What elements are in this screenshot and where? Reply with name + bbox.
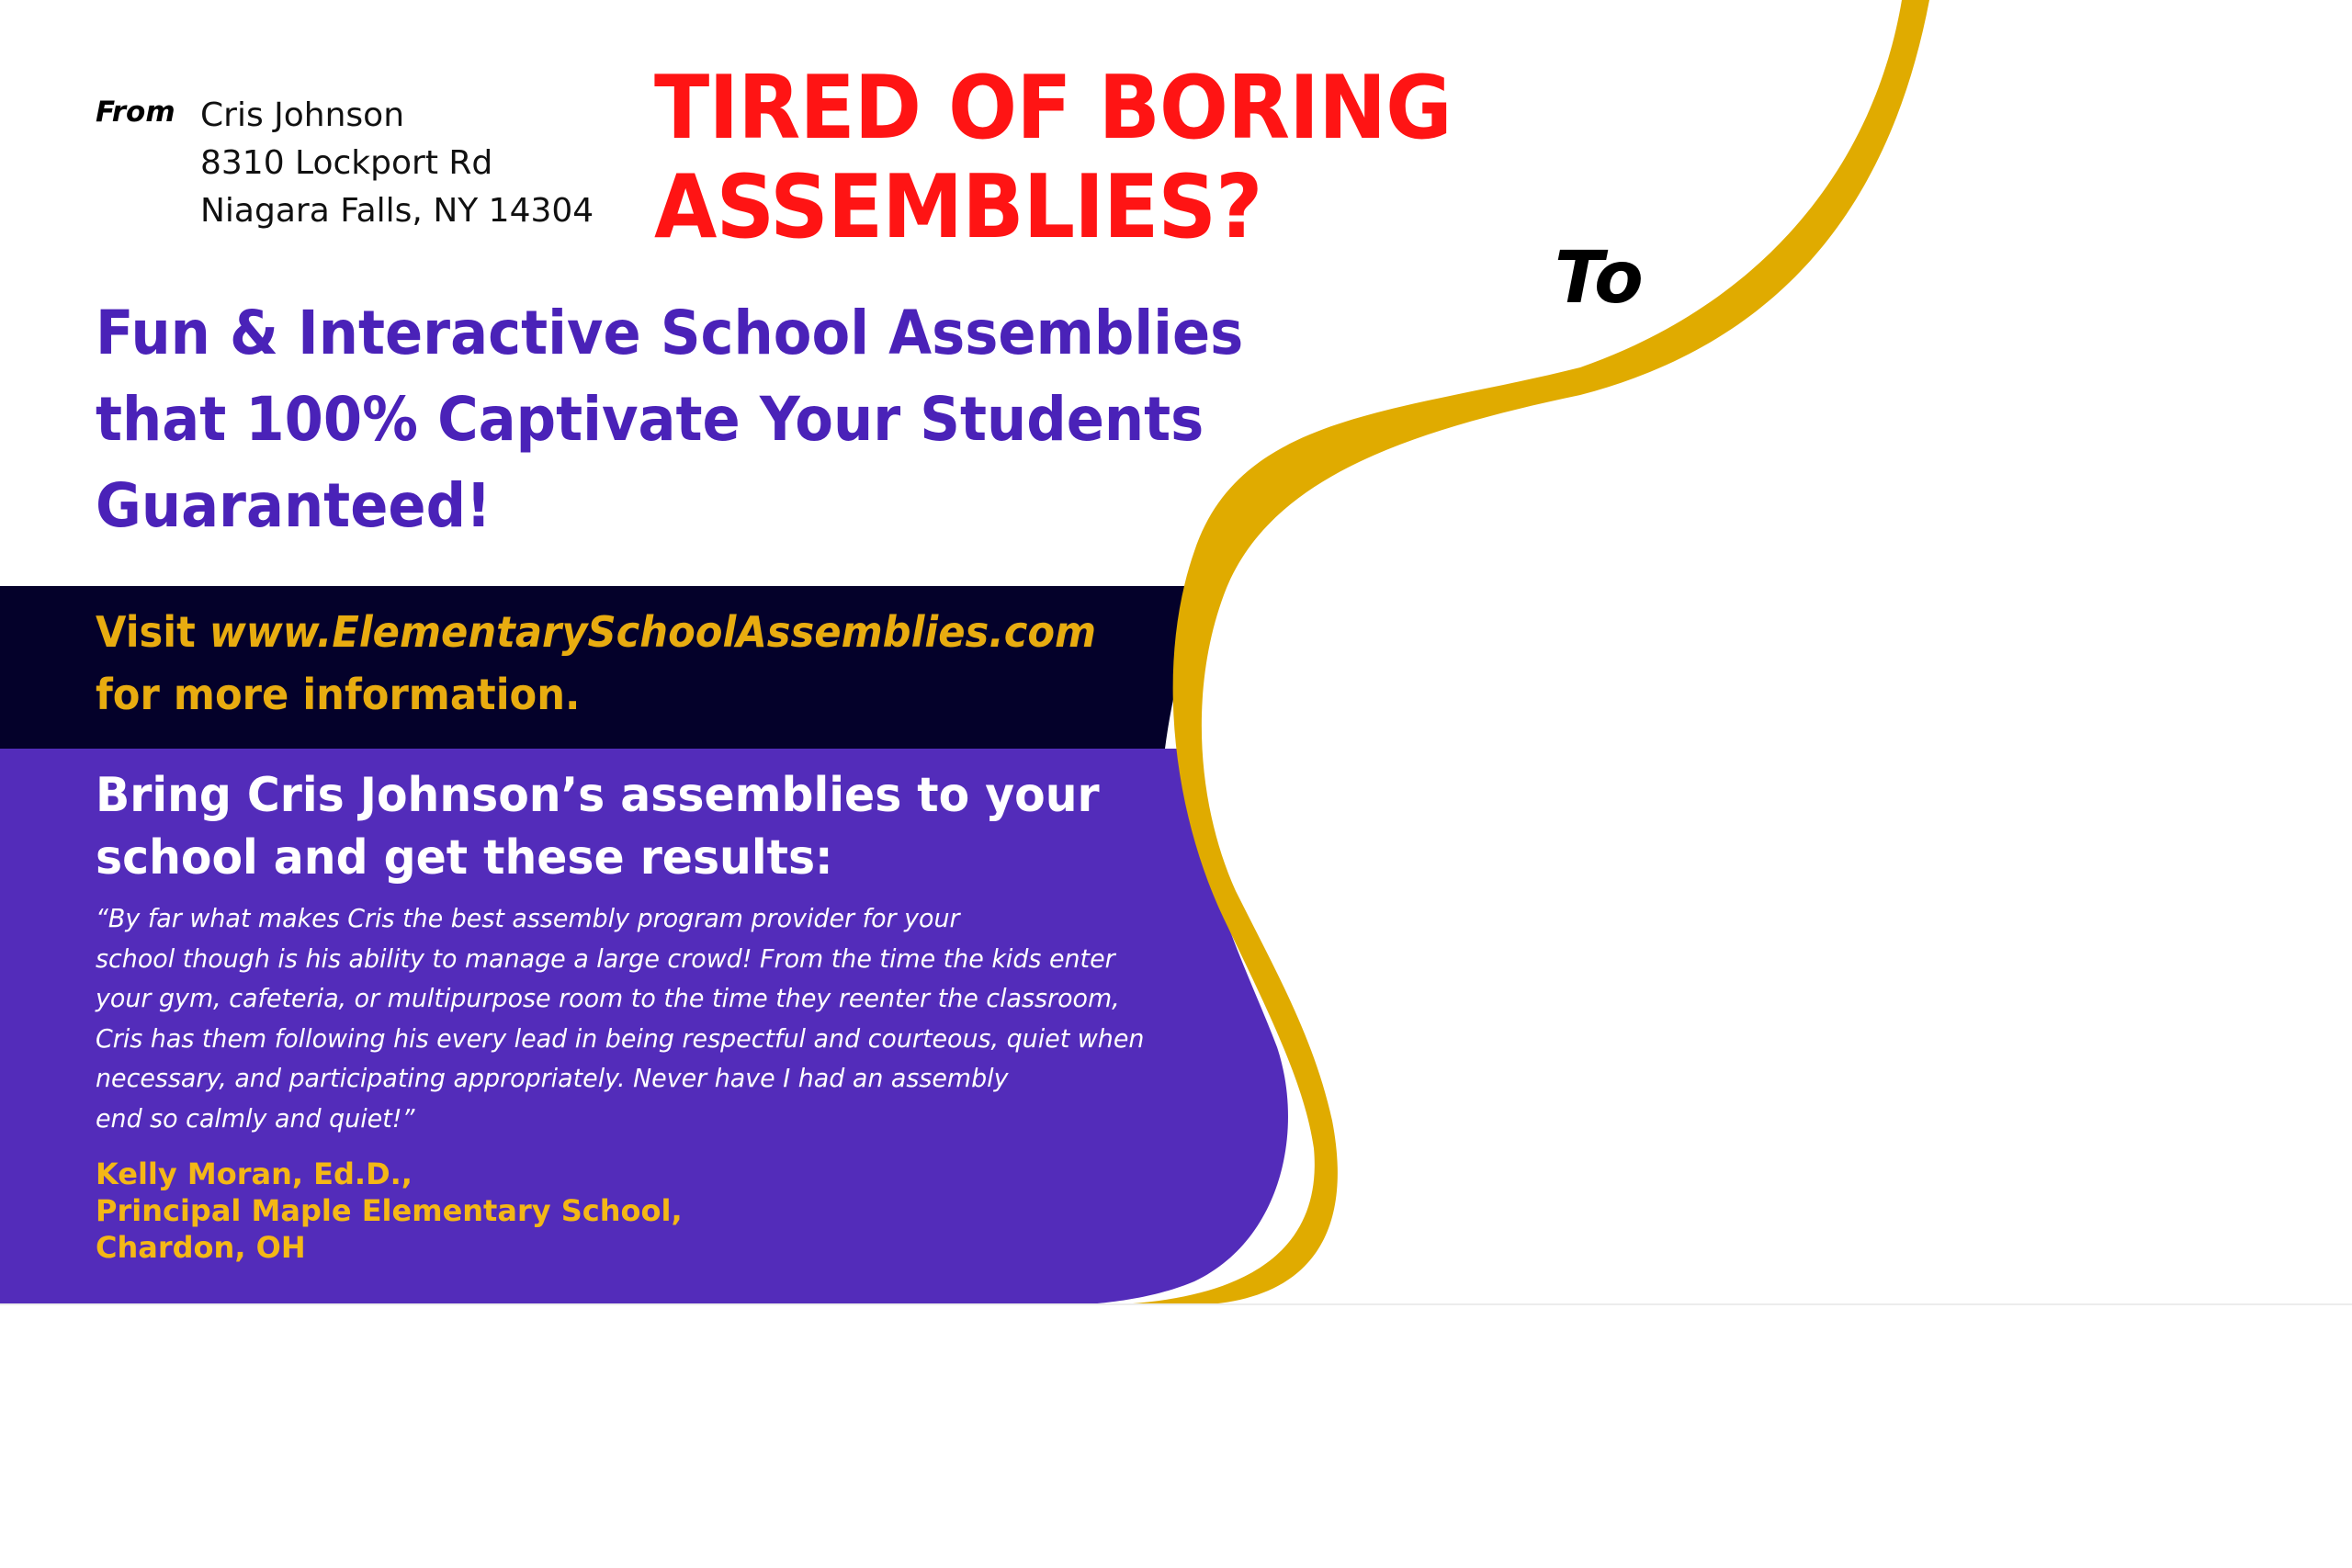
attribution-location: Chardon, OH xyxy=(96,1230,306,1265)
testimonial-quote xyxy=(96,898,1144,1138)
subheadline-line-2: that 100% Captivate Your Students xyxy=(96,384,1204,455)
results-heading xyxy=(96,764,1100,889)
website-link[interactable]: www.ElementarySchoolAssemblies.com xyxy=(209,607,1097,657)
attribution-title: Principal Maple Elementary School, xyxy=(96,1193,683,1228)
quote-line: end so calmly and quiet!” xyxy=(96,1102,415,1134)
visit-callout xyxy=(96,601,1096,726)
testimonial-attribution xyxy=(96,1156,683,1266)
quote-line: Cris has them following his every lead in being respectful and courteous, quiet when xyxy=(96,1022,1145,1054)
quote-line: necessary, and participating appropriately. Never have I had an assembly xyxy=(96,1063,1009,1093)
quote-line: “By far what makes Cris the best assembly program provider for your xyxy=(96,903,960,933)
visit-line-2: for more information. xyxy=(96,670,581,719)
visit-line-1 xyxy=(96,601,1096,663)
sender-address xyxy=(200,92,594,235)
results-heading-line-1: Bring Cris Johnson’s assemblies to your xyxy=(96,768,1100,823)
subheadline-line-3: Guaranteed! xyxy=(96,470,492,541)
headline-line-2: ASSEMBLIES? xyxy=(654,157,1262,258)
sender-city: Niagara Falls, NY 14304 xyxy=(200,192,594,230)
subheadline xyxy=(96,290,1243,549)
from-label: From xyxy=(96,96,175,129)
headline-line-1: TIRED OF BORING xyxy=(654,58,1452,159)
headline xyxy=(654,59,1452,257)
sender-name: Cris Johnson xyxy=(200,96,405,134)
subheadline-line-1: Fun & Interactive School Assemblies xyxy=(96,298,1244,368)
quote-line: school though is his ability to manage a large crowd! From the time the kids enter xyxy=(96,942,1115,974)
sender-street: 8310 Lockport Rd xyxy=(200,144,493,182)
visit-prefix: Visit xyxy=(96,607,209,657)
quote-line: your gym, cafeteria, or multipurpose room to the time they reenter the classroom, xyxy=(96,983,1120,1013)
results-heading-line-2: school and get these results: xyxy=(96,830,833,886)
attribution-author: Kelly Moran, Ed.D., xyxy=(96,1156,413,1191)
to-label: To xyxy=(1555,237,1644,320)
card-bottom-edge xyxy=(0,1303,2352,1305)
